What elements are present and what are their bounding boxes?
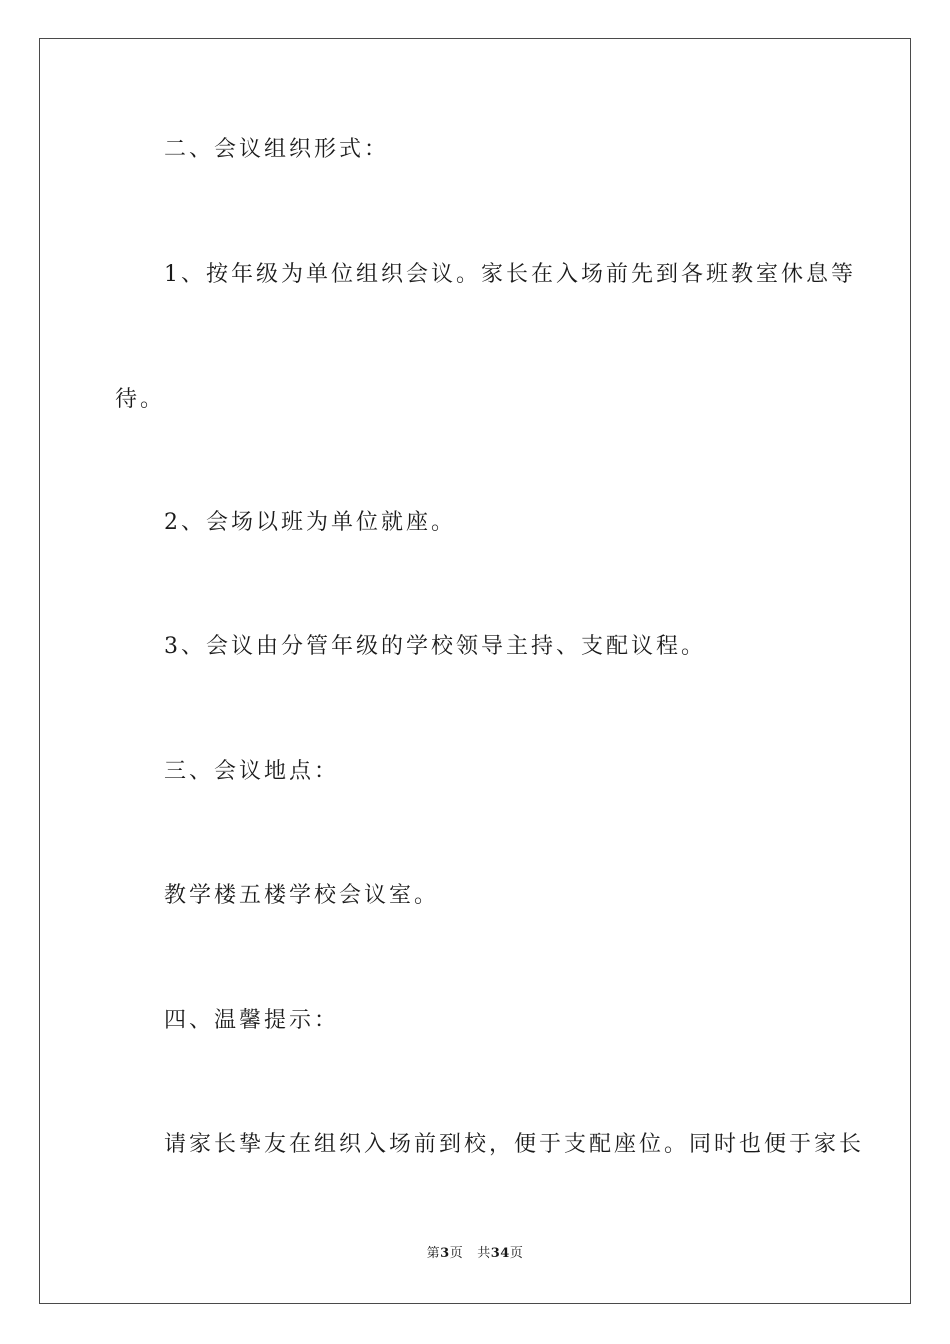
paragraph-item-1: 1、按年级为单位组织会议。家长在入场前先到各班教室休息等 (164, 262, 856, 287)
footer-page-suffix: 页 (449, 1246, 464, 1261)
paragraph-location: 教学楼五楼学校会议室。 (164, 883, 440, 908)
paragraph-item-3: 3、会议由分管年级的学校领导主持、支配议程。 (164, 634, 706, 659)
footer-total-suffix: 页 (509, 1246, 524, 1261)
footer-page-number: 3 (440, 1246, 450, 1261)
heading-meeting-location: 三、会议地点： (164, 759, 340, 784)
paragraph-item-2: 2、会场以班为单位就座。 (164, 510, 456, 535)
page-border (39, 38, 911, 1304)
page-footer (0, 1245, 950, 1263)
footer-page-prefix: 第 (426, 1246, 441, 1261)
heading-reminder: 四、温馨提示： (164, 1008, 340, 1033)
heading-organization-form: 二、会议组织形式： (164, 137, 390, 162)
footer-total-pages: 34 (490, 1246, 510, 1261)
footer-total-prefix: 共 (477, 1246, 491, 1261)
paragraph-item-1-continued: 待。 (115, 387, 166, 412)
paragraph-reminder: 请家长挚友在组织入场前到校，便于支配座位。同时也便于家长 (164, 1132, 865, 1157)
